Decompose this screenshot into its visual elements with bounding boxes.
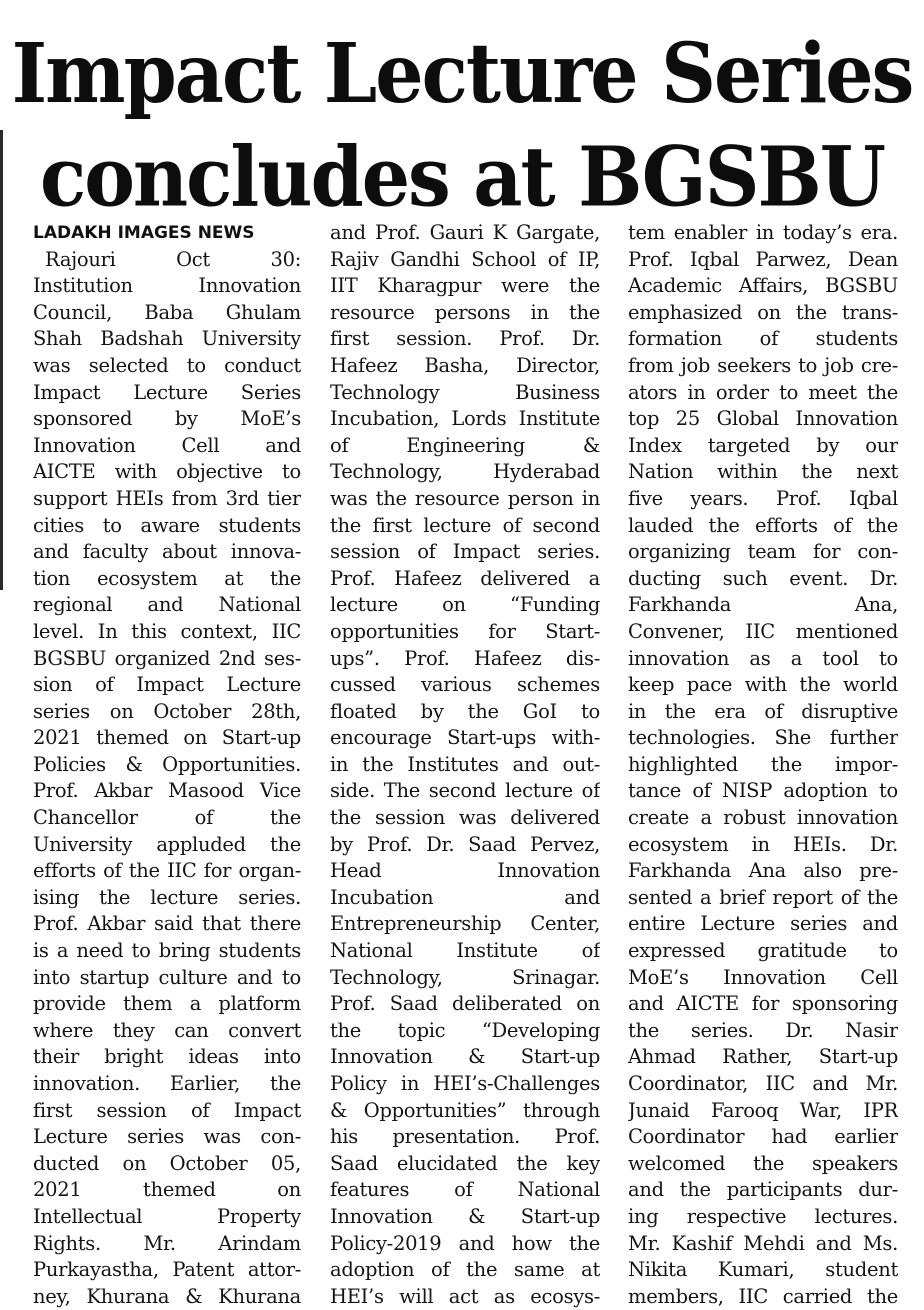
text-line: Head Innovation [330, 859, 600, 883]
text-line: ducted on October 05, [33, 1151, 301, 1175]
text-line: the series. Dr. Nasir [628, 1018, 898, 1042]
text-line: cussed various schemes [330, 673, 600, 697]
text-line: Prof. Akbar Masood Vice [33, 779, 301, 803]
text-line: 2021 themed on Start-up [33, 726, 301, 750]
text-line: Rights. Mr. Arindam [33, 1231, 301, 1255]
text-line: in the Institutes and out- [330, 752, 600, 776]
text-line: create a robust innovation [628, 806, 898, 830]
text-line: ecosystem in HEIs. Dr. [628, 832, 898, 856]
byline: LADAKH IMAGES NEWS [33, 223, 255, 243]
text-line: lecture on “Funding [330, 593, 600, 617]
text-line: session of Impact series. [330, 540, 600, 564]
text-line: regional and National [33, 593, 301, 617]
text-line: and AICTE for sponsoring [628, 992, 898, 1016]
text-line: ups”. Prof. Hafeez dis- [330, 646, 600, 670]
text-line: Lecture series was con- [33, 1125, 301, 1149]
text-line: Junaid Farooq War, IPR [628, 1098, 898, 1122]
text-line: ising the lecture series. [33, 885, 301, 909]
text-line: five years. Prof. Iqbal [628, 486, 898, 510]
column-1-text [33, 247, 301, 1310]
text-line: keep pace with the world [628, 673, 898, 697]
text-line: AICTE with objective to [33, 460, 301, 484]
headline-line-1: Impact Lecture Series [11, 25, 913, 122]
text-line: the topic “Developing [330, 1018, 600, 1042]
text-line: tion ecosystem at the [33, 566, 301, 590]
text-line: was the resource person in [330, 486, 600, 510]
text-line: Innovation & Start-up [330, 1204, 600, 1228]
text-line: entire Lecture series and [628, 912, 898, 936]
text-line: of Engineering & [330, 433, 600, 457]
text-line: National Institute of [330, 939, 600, 963]
text-line: Policy in HEI’s-Challenges [330, 1072, 600, 1095]
text-line: HEI’s will act as ecosys- [330, 1284, 600, 1308]
text-line: his presentation. Prof. [330, 1125, 600, 1149]
text-line: sion of Impact Lecture [33, 673, 301, 697]
text-line: welcomed the speakers [628, 1151, 898, 1175]
text-line: the first lecture of second [330, 513, 600, 537]
text-line: by Prof. Dr. Saad Pervez, [330, 832, 600, 856]
text-line: Incubation, Lords Institute [330, 407, 600, 431]
text-line: Technology Business [330, 380, 600, 404]
text-line: & Opportunities” through [330, 1098, 600, 1122]
text-line: lauded the efforts of the [628, 513, 898, 537]
text-line: and Prof. Gauri K Gargate, [330, 221, 600, 244]
article-column-3 [628, 220, 898, 1310]
text-line: Coordinator had earlier [628, 1125, 898, 1149]
text-line: ators in order to meet the [628, 380, 898, 404]
text-line: encourage Start-ups with- [330, 726, 600, 750]
text-line: Prof. Iqbal Parwez, Dean [628, 247, 898, 271]
text-line: ney, Khurana & Khurana [33, 1284, 301, 1308]
text-line: efforts of the IIC for organ- [33, 859, 301, 883]
text-line: their bright ideas into [33, 1045, 301, 1069]
text-line: University appluded the [33, 832, 301, 856]
text-line: Institution Innovation [33, 274, 301, 298]
text-line: adoption of the same at [330, 1258, 600, 1282]
text-line: Purkayastha, Patent attor- [33, 1258, 301, 1282]
headline-line-2: concludes at BGSBU [39, 128, 885, 226]
text-line: technologies. She further [628, 726, 898, 750]
text-line: tance of NISP adoption to [628, 779, 898, 803]
text-line: innovation. Earlier, the [33, 1072, 301, 1095]
text-line: MoE’s Innovation Cell [628, 965, 898, 989]
text-line: organizing team for con- [628, 540, 898, 564]
text-line: tem enabler in today’s era. [628, 221, 898, 244]
column-2-text [330, 220, 600, 1310]
text-line: Nation within the next [628, 460, 898, 484]
text-line: BGSBU organized 2nd ses- [33, 646, 301, 670]
text-line: expressed gratitude to [628, 939, 898, 963]
text-line: Technology, Srinagar. [330, 965, 600, 989]
text-line: Shah Badshah University [33, 327, 301, 351]
text-line: opportunities for Start- [330, 619, 600, 643]
text-line: Prof. Akbar said that there [33, 912, 301, 936]
text-line: Rajouri Oct 30: [45, 247, 301, 271]
text-line: floated by the GoI to [330, 699, 600, 723]
text-line: innovation as a tool to [628, 646, 898, 670]
text-line: provide them a platform [33, 992, 301, 1016]
text-line: highlighted the impor- [628, 752, 898, 776]
text-line: Index targeted by our [628, 433, 898, 457]
text-line: was selected to conduct [33, 353, 301, 377]
text-line: Prof. Hafeez delivered a [330, 566, 600, 590]
text-line: Policies & Opportunities. [33, 752, 301, 776]
text-line: resource persons in the [330, 300, 600, 324]
column-3-text [628, 220, 898, 1310]
text-line: cities to aware students [33, 513, 301, 537]
text-line: Entrepreneurship Center, [330, 912, 600, 936]
text-line: the session was delivered [330, 806, 600, 830]
text-line: Academic Affairs, BGSBU [628, 274, 898, 298]
text-line: Mr. Kashif Mehdi and Ms. [628, 1231, 898, 1255]
text-line: Farkhanda Ana also pre- [628, 859, 898, 883]
text-line: support HEIs from 3rd tier [33, 486, 301, 510]
text-line: Technology, Hyderabad [330, 460, 600, 484]
text-line: Policy-2019 and how the [330, 1231, 600, 1255]
text-line: members, IIC carried the [628, 1284, 898, 1308]
text-line: Convener, IIC mentioned [628, 619, 898, 643]
text-line: sponsored by MoE’s [33, 407, 301, 431]
text-line: Impact Lecture Series [33, 380, 301, 404]
text-line: ing respective lectures. [628, 1204, 898, 1228]
text-line: and the participants dur- [628, 1178, 898, 1202]
article-column-1 [33, 220, 301, 1310]
text-line: IIT Kharagpur were the [330, 274, 600, 298]
text-line: Saad elucidated the key [330, 1151, 600, 1175]
text-line: Ahmad Rather, Start-up [628, 1045, 898, 1069]
text-line: Innovation & Start-up [330, 1045, 600, 1069]
text-line: Farkhanda Ana, [628, 593, 898, 617]
text-line: 2021 themed on [33, 1178, 301, 1202]
text-line: Chancellor of the [33, 806, 301, 830]
text-line: sented a brief report of the [628, 885, 898, 909]
text-line: first session. Prof. Dr. [330, 327, 600, 351]
text-line: where they can convert [33, 1018, 301, 1042]
text-line: is a need to bring students [33, 939, 301, 963]
text-line: Hafeez Basha, Director, [330, 353, 600, 377]
text-line: ducting such event. Dr. [628, 566, 898, 590]
text-line: Intellectual Property [33, 1204, 301, 1228]
text-line: features of National [330, 1178, 600, 1202]
text-line: series on October 28th, [33, 699, 301, 723]
text-line: Coordinator, IIC and Mr. [628, 1072, 898, 1095]
text-line: into startup culture and to [33, 965, 301, 989]
article-column-2 [330, 220, 600, 1310]
text-line: from job seekers to job cre- [628, 353, 898, 377]
text-line: Council, Baba Ghulam [33, 300, 301, 324]
text-line: Innovation Cell and [33, 433, 301, 457]
text-line: Incubation and [330, 885, 600, 909]
text-line: first session of Impact [33, 1098, 301, 1122]
text-line: side. The second lecture of [330, 779, 600, 803]
text-line: emphasized on the trans- [628, 300, 898, 324]
text-line: level. In this context, IIC [33, 619, 301, 643]
text-line: in the era of disruptive [628, 699, 898, 723]
text-line: top 25 Global Innovation [628, 407, 898, 431]
text-line: and faculty about innova- [33, 540, 301, 564]
text-line: Rajiv Gandhi School of IP, [330, 247, 600, 271]
text-line: formation of students [628, 327, 898, 351]
headline [0, 22, 924, 229]
text-line: Prof. Saad deliberated on [330, 992, 600, 1016]
text-line: Nikita Kumari, student [628, 1258, 898, 1282]
